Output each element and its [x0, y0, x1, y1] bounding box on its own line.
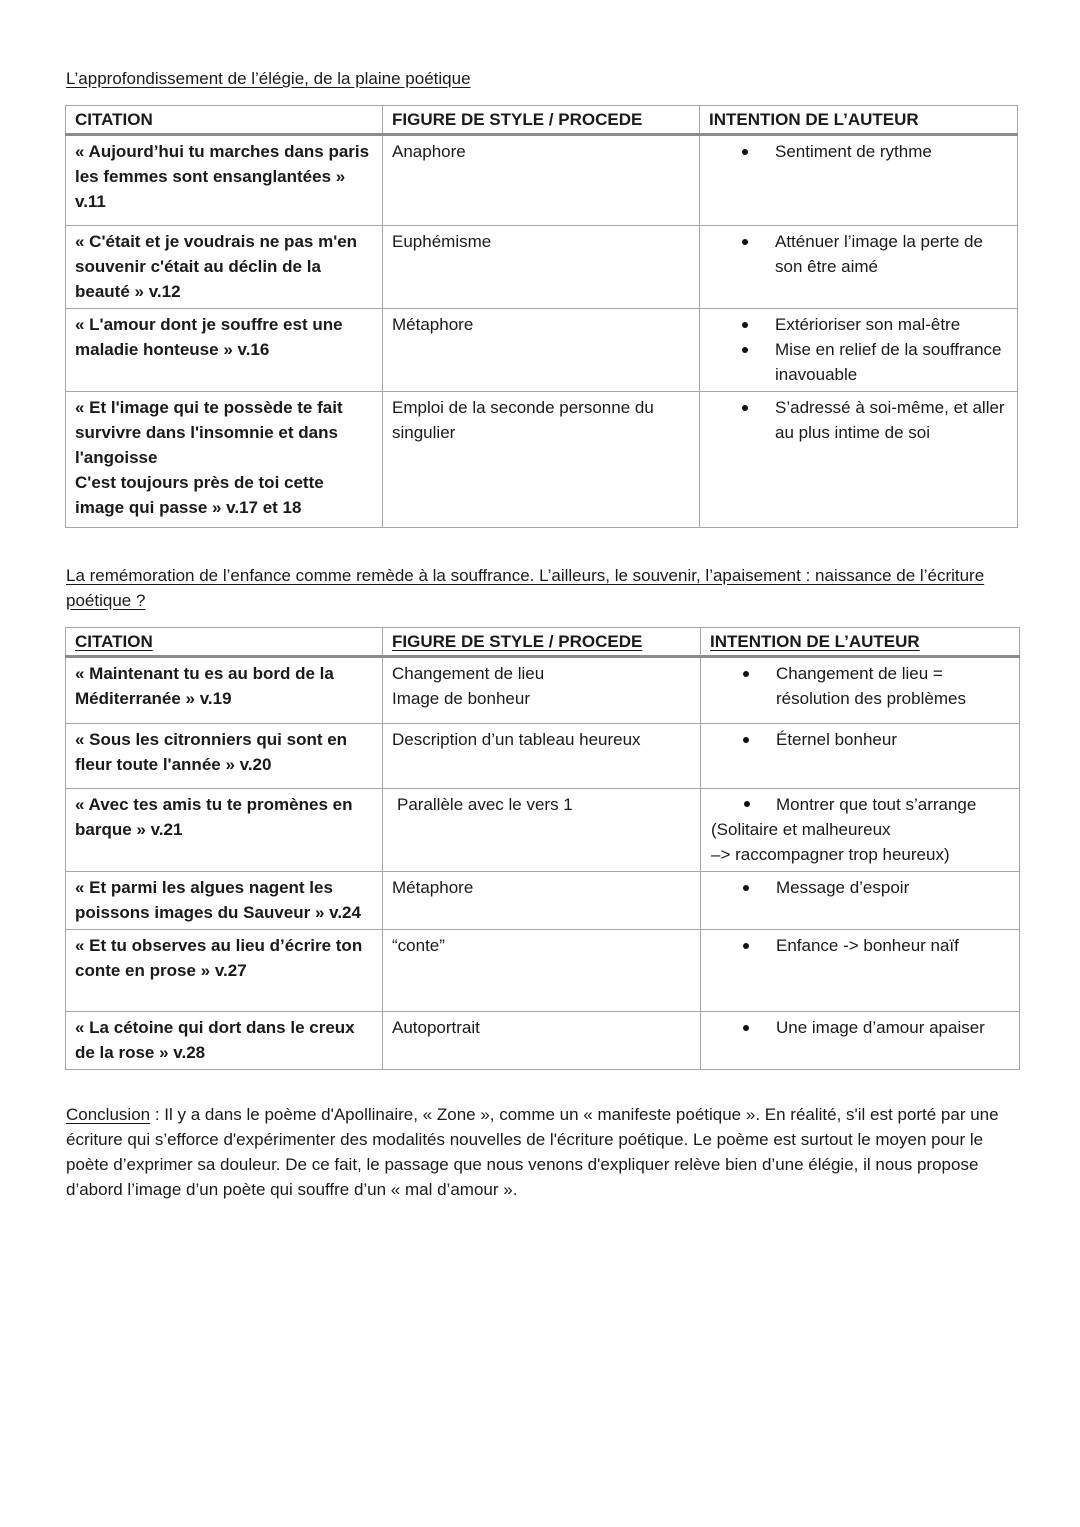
citation-cell: « Aujourd’hui tu marches dans paris les femmes sont ensanglantées » v.11: [66, 135, 383, 226]
citation-line: « Et l'image qui te possède te fait survivre dans l'insomnie et dans l'angoisse: [75, 398, 343, 467]
figure-line: Changement de lieu: [392, 664, 545, 683]
figure-cell: Euphémisme: [383, 226, 700, 309]
intention-item: [744, 792, 1015, 817]
intention-main-text: Montrer que tout s’arrange: [776, 795, 977, 814]
table-row: [66, 1012, 1020, 1070]
intention-cell: [700, 226, 1018, 309]
table-row: [66, 392, 1018, 528]
table-enfance: [65, 627, 1020, 1070]
table-row: [66, 309, 1018, 392]
table-row: [66, 872, 1020, 930]
conclusion-paragraph: [66, 1102, 1016, 1202]
figure-cell: [383, 657, 701, 724]
table-row: [66, 657, 1020, 724]
header-figure: FIGURE DE STYLE / PROCEDE: [383, 628, 701, 657]
intention-cell: [701, 789, 1020, 872]
table-header-row: [66, 106, 1018, 135]
header-figure: FIGURE DE STYLE / PROCEDE: [383, 106, 700, 135]
intention-item: Message d’espoir: [710, 875, 1010, 900]
table-header-row: [66, 628, 1020, 657]
bullet-icon: [744, 801, 750, 807]
figure-cell: Emploi de la seconde personne du singulier: [383, 392, 700, 528]
intention-cell: [700, 392, 1018, 528]
intention-item: Extérioriser son mal-être: [709, 312, 1008, 337]
header-citation: CITATION: [66, 628, 383, 657]
figure-cell: Anaphore: [383, 135, 700, 226]
header-intention: INTENTION DE L’AUTEUR: [701, 628, 1020, 657]
intention-cell: [701, 724, 1020, 789]
table-row: [66, 226, 1018, 309]
table-elegie: [65, 105, 1018, 528]
intention-cell: [701, 657, 1020, 724]
citation-cell: « La cétoine qui dort dans le creux de la rose » v.28: [66, 1012, 383, 1070]
section1-heading: L’approfondissement de l’élégie, de la plaine poétique: [66, 69, 471, 88]
citation-cell: « Et tu observes au lieu d’écrire ton conte en prose » v.27: [66, 930, 383, 1012]
intention-item: S’adressé à soi-même, et aller au plus intime de soi: [709, 395, 1008, 445]
figure-line: Image de bonheur: [392, 689, 530, 708]
table-row: [66, 724, 1020, 789]
citation-cell: « L'amour dont je souffre est une maladie honteuse » v.16: [66, 309, 383, 392]
figure-cell: [383, 789, 701, 872]
figure-cell: “conte”: [383, 930, 701, 1012]
figure-cell: Métaphore: [383, 309, 700, 392]
figure-text: Parallèle avec le vers 1: [397, 795, 573, 814]
table-row: [66, 789, 1020, 872]
citation-line: C'est toujours près de toi cette image qui passe » v.17 et 18: [75, 473, 324, 517]
table-row: [66, 930, 1020, 1012]
intention-cell: [701, 1012, 1020, 1070]
intention-item: Atténuer l’image la perte de son être aimé: [709, 229, 1008, 279]
header-citation: CITATION: [66, 106, 383, 135]
section2-heading: La remémoration de l’enfance comme remède à la souffrance. L’ailleurs, le souvenir, l’apaisement : naissance de l’écriture poétique ?: [66, 566, 985, 610]
intention-cell: [701, 930, 1020, 1012]
citation-cell: « Sous les citronniers qui sont en fleur toute l'année » v.20: [66, 724, 383, 789]
intention-item: Éternel bonheur: [710, 727, 1010, 752]
intention-cell: [701, 872, 1020, 930]
citation-cell: [66, 392, 383, 528]
citation-cell: « Et parmi les algues nagent les poissons images du Sauveur » v.24: [66, 872, 383, 930]
intention-cell: [700, 309, 1018, 392]
intention-extra: (Solitaire et malheureux: [711, 820, 891, 839]
intention-item: Sentiment de rythme: [709, 139, 1008, 164]
figure-cell: Métaphore: [383, 872, 701, 930]
intention-extra: –> raccompagner trop heureux): [711, 845, 950, 864]
citation-cell: « Maintenant tu es au bord de la Méditerranée » v.19: [66, 657, 383, 724]
figure-cell: Autoportrait: [383, 1012, 701, 1070]
intention-item: Changement de lieu = résolution des problèmes: [710, 661, 1010, 711]
conclusion-text: : Il y a dans le poème d'Apollinaire, « Zone », comme un « manifeste poétique ». En réalité, s'il est porté par une écriture qui s’efforce d'expérimenter des modalités nouvelles de l'écriture poétique. Le poème est surtout le moyen pour le poète d’exprimer sa douleur. De ce fait, le passage que nous venons d'expliquer relève bien d’une élégie, il nous propose d’abord l’image d’un poète qui souffre d’un « mal d’amour ».: [66, 1105, 999, 1199]
figure-cell: Description d’un tableau heureux: [383, 724, 701, 789]
intention-item: Enfance -> bonheur naïf: [710, 933, 1010, 958]
intention-item: Une image d’amour apaiser: [710, 1015, 1010, 1040]
citation-cell: « C'était et je voudrais ne pas m'en souvenir c'était au déclin de la beauté » v.12: [66, 226, 383, 309]
citation-cell: « Avec tes amis tu te promènes en barque » v.21: [66, 789, 383, 872]
conclusion-label: Conclusion: [66, 1105, 151, 1124]
intention-cell: [700, 135, 1018, 226]
intention-item: Mise en relief de la souffrance inavouable: [709, 337, 1008, 387]
table-row: [66, 135, 1018, 226]
header-intention: INTENTION DE L’AUTEUR: [700, 106, 1018, 135]
